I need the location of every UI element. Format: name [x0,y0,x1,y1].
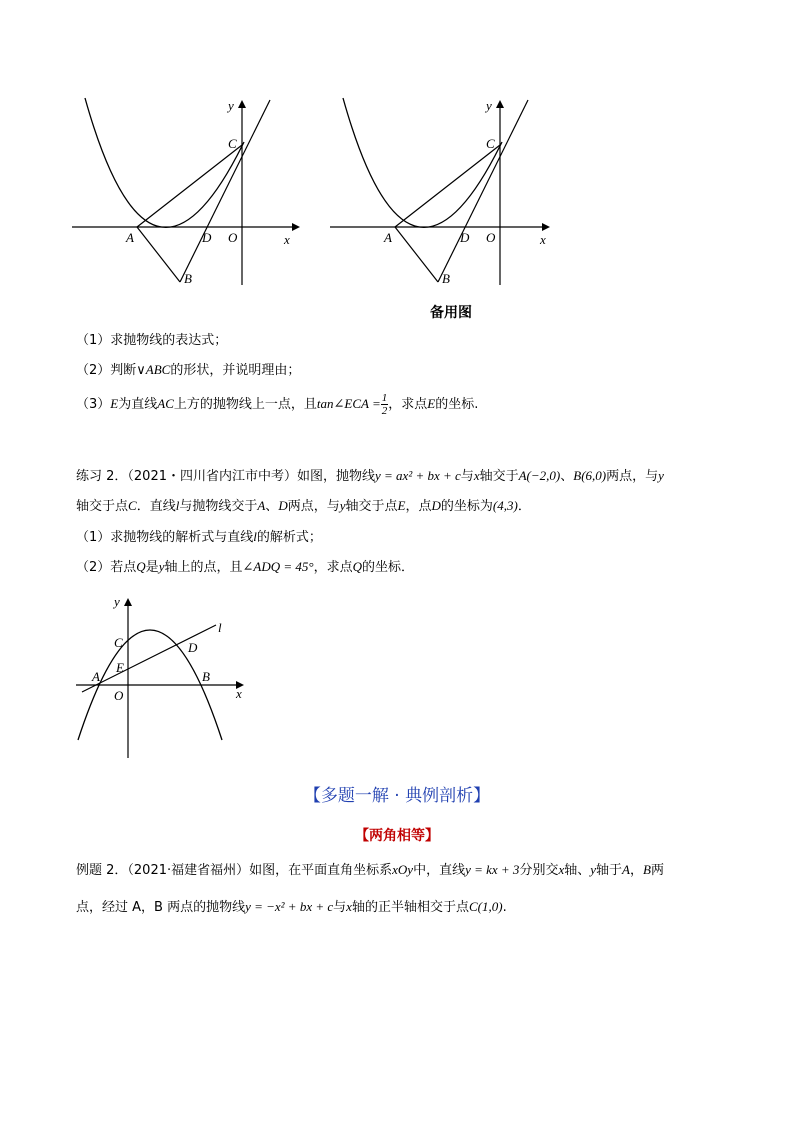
q1-part3 [76,392,478,417]
q1-part2 [76,361,300,380]
ex2-l2-C: C [128,498,137,513]
ex2-l2-D2: D [431,498,441,513]
ex2-l2-A: A [257,498,266,513]
example2-line1 [76,861,664,880]
figure-parabola-2 [318,90,568,295]
q1-part3-mid1: 为直线 [118,397,158,412]
ex-l1-x: x [558,862,565,877]
line-AB [395,227,438,282]
ex2-l1-A: A(−2,0) [518,468,561,483]
ex2-l2-post: ． [517,499,531,514]
label-x: x [540,232,546,247]
ex-l2-eq: y = −x² + bx + c [245,899,334,914]
ex2-p2-post: 的坐标． [361,560,414,575]
label-l: l [218,620,222,635]
line-BC [180,100,270,282]
label-B: B [184,271,192,286]
label-y: y [114,594,120,609]
ex2-l1-pre: 练习 2．（2021・四川省内江市中考）如图，抛物线 [76,469,375,484]
ex-l2-post: . [502,900,507,915]
ex2-l2-mid3: 、 [265,499,279,514]
q1-part3-E: E [110,396,119,411]
label-D: D [188,640,198,655]
line-BC [438,100,528,282]
ex2-l2-l: l [175,498,180,513]
ex2-l2-mid5: 轴交于点 [345,499,398,514]
label-D: D [460,230,470,245]
ex2-p2-pre: （2）若点 [76,560,137,575]
ex-l1-mid4: 轴于 [596,863,623,878]
label-A: A [126,230,134,245]
ex2-p1-l: l [253,529,257,544]
ex2-l1-mid2: 轴交于 [479,469,519,484]
y-axis-arrow [238,100,246,108]
ex-l1-mid2: 分别交 [519,863,559,878]
ex-l2-mid1: 与 [333,900,347,915]
label-D: D [202,230,212,245]
q1-part3-pre: （3） [76,397,111,412]
ex-l2-x: x [346,899,352,914]
ex2-part1 [76,528,322,547]
ex2-l2-E: E [397,498,406,513]
line-l [82,625,216,692]
section-title: 【多题一解 · 典例剖析】 [303,786,491,806]
ex2-l1-x: x [473,468,480,483]
example2-line2 [76,898,507,917]
ex-l2-C: C(1,0) [468,899,503,914]
ex-l1-y: y [590,862,597,877]
q1-part3-tan: tan∠ECA = [316,396,381,411]
line-AC [395,145,500,227]
ex2-part2 [76,558,414,577]
ex-l1-post: 两 [650,863,664,878]
label-O: O [114,688,124,703]
label-A: A [384,230,392,245]
figure-parabola-1 [60,90,310,295]
fraction-denominator: 2 [381,405,388,417]
ex2-l2-mid7: 的坐标为 [440,499,493,514]
q1-part2-triangle: ∨ABC [136,362,171,377]
ex2-l2-mid4: 两点，与 [287,499,340,514]
q1-part3-AC: AC [157,396,174,411]
ex2-l2-y: y [339,498,346,513]
q1-part2-pre: （2）判断 [76,363,137,378]
q1-part3-mid3: ，求点 [388,397,428,412]
label-O: O [228,230,238,245]
fraction-numerator: 1 [381,392,388,404]
y-axis-arrow [496,100,504,108]
label-C: C [114,635,123,650]
label-C: C [228,136,237,151]
q1-part1: （1）求抛物线的表达式； [76,333,228,348]
ex2-l1-B: B(6,0) [573,468,607,483]
ex2-p2-Q: Q [136,559,146,574]
label-x: x [236,686,242,701]
x-axis-arrow [292,223,300,231]
ex2-l1-mid4: 两点，与 [606,469,659,484]
figure-parabola-3 [66,588,256,763]
ex2-p2-mid1: 是 [145,560,159,575]
ex2-p2-angle: ∠ADQ = 45° [242,559,314,574]
label-C: C [486,136,495,151]
ex2-l2-pre: 轴交于点 [76,499,129,514]
q1-part3-mid2: 上方的抛物线上一点，且 [173,397,317,412]
x-axis-arrow [542,223,550,231]
ex2-l2-coord: (4,3) [492,498,518,513]
ex2-l1-mid3: 、 [560,469,574,484]
ex2-l1-mid1: 与 [460,469,474,484]
ex2-l2-D: D [278,498,288,513]
ex2-p1-post: 的解析式； [256,530,322,545]
ex2-line1 [76,467,664,486]
ex-l1-eq: y = kx + 3 [465,862,520,877]
ex2-p2-Q2: Q [352,559,362,574]
ex2-l1-y: y [658,468,664,483]
label-B: B [442,271,450,286]
q1-part3-E2: E [427,396,436,411]
ex-l2-pre: 点，经过 A，B 两点的抛物线 [76,900,246,915]
label-y: y [228,98,234,113]
label-A: A [92,669,100,684]
label-O: O [486,230,496,245]
ex2-p2-mid3: ，求点 [313,560,353,575]
ex-l1-mid1: 中，直线 [413,863,466,878]
label-B: B [202,669,210,684]
line-AC [137,145,242,227]
ex-l1-mid5: ， [630,863,644,878]
ex-l1-A: A [622,862,630,877]
ex-l2-mid2: 轴的正半轴相交于点 [351,900,469,915]
ex-l1-B: B [643,862,651,877]
ex2-l1-eq: y = ax² + bx + c [375,468,461,483]
line-AB [137,227,180,282]
ex-l1-pre: 例题 2．（2021·福建省福州）如图，在平面直角坐标系 [76,863,393,878]
ex2-p2-mid2: 轴上的点，且 [164,560,243,575]
ex-l1-mid3: 轴、 [564,863,591,878]
ex2-line2 [76,497,531,516]
ex2-l2-mid1: ．直线 [136,499,176,514]
y-axis-arrow [124,598,132,606]
ex-l1-xOy: xOy [392,862,414,877]
subsection-title: 【两角相等】 [355,828,439,844]
q1-part3-post: 的坐标. [435,397,479,412]
ex2-l2-mid2: 与抛物线交于 [179,499,258,514]
label-y: y [486,98,492,113]
ex2-p1-pre: （1）求抛物线的解析式与直线 [76,530,254,545]
figure-caption: 备用图 [430,305,472,321]
label-x: x [284,232,290,247]
ex2-p2-y: y [158,559,165,574]
ex2-l2-mid6: ，点 [405,499,432,514]
q1-part2-post: 的形状，并说明理由； [170,363,301,378]
label-E: E [116,660,124,675]
